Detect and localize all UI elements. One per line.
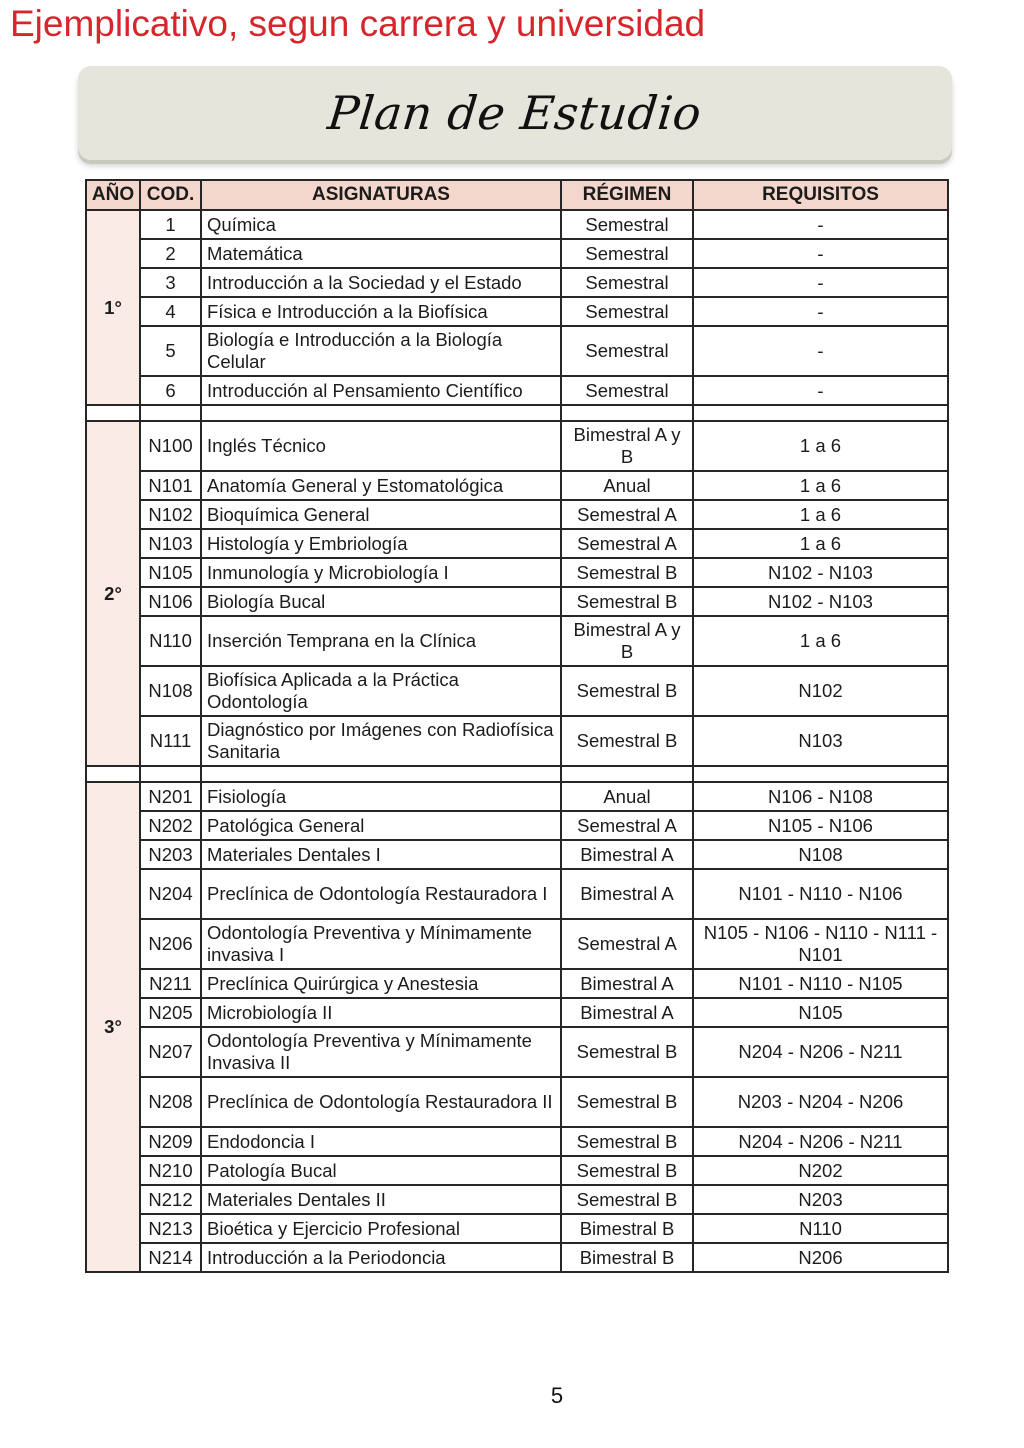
requirements-cell: N103 bbox=[693, 716, 948, 766]
subject-cell: Preclínica Quirúrgica y Anestesia bbox=[201, 969, 561, 998]
table-row bbox=[86, 1185, 948, 1214]
regime-cell: Semestral B bbox=[561, 666, 693, 716]
requirements-cell: 1 a 6 bbox=[693, 471, 948, 500]
table-row bbox=[86, 471, 948, 500]
regime-cell: Semestral bbox=[561, 268, 693, 297]
code-cell: N207 bbox=[140, 1027, 201, 1077]
subject-cell: Patología Bucal bbox=[201, 1156, 561, 1185]
table-row bbox=[86, 1127, 948, 1156]
code-cell: N101 bbox=[140, 471, 201, 500]
regime-cell: Semestral A bbox=[561, 811, 693, 840]
requirements-cell: N105 - N106 bbox=[693, 811, 948, 840]
subject-cell: Introducción a la Periodoncia bbox=[201, 1243, 561, 1272]
subject-cell: Inserción Temprana en la Clínica bbox=[201, 616, 561, 666]
table-row bbox=[86, 558, 948, 587]
code-cell: 6 bbox=[140, 376, 201, 405]
requirements-cell: 1 a 6 bbox=[693, 529, 948, 558]
table-row bbox=[86, 782, 948, 811]
table-row bbox=[86, 1027, 948, 1077]
requirements-cell: N202 bbox=[693, 1156, 948, 1185]
regime-cell: Semestral B bbox=[561, 1127, 693, 1156]
subject-cell: Odontología Preventiva y Mínimamente invasiva I bbox=[201, 919, 561, 969]
regime-cell: Semestral B bbox=[561, 558, 693, 587]
subject-cell: Bioética y Ejercicio Profesional bbox=[201, 1214, 561, 1243]
table-row bbox=[86, 616, 948, 666]
regime-cell: Semestral bbox=[561, 297, 693, 326]
requirements-cell: N106 - N108 bbox=[693, 782, 948, 811]
header-banner bbox=[78, 66, 952, 160]
separator-cell bbox=[201, 766, 561, 782]
subject-cell: Química bbox=[201, 210, 561, 239]
subject-cell: Microbiología II bbox=[201, 998, 561, 1027]
table-row bbox=[86, 500, 948, 529]
requirements-cell: 1 a 6 bbox=[693, 500, 948, 529]
table-row bbox=[86, 1243, 948, 1272]
code-cell: 3 bbox=[140, 268, 201, 297]
subject-cell: Preclínica de Odontología Restauradora II bbox=[201, 1077, 561, 1127]
subject-cell: Materiales Dentales I bbox=[201, 840, 561, 869]
requirements-cell: - bbox=[693, 210, 948, 239]
table-row bbox=[86, 210, 948, 239]
table-row bbox=[86, 919, 948, 969]
subject-cell: Histología y Embriología bbox=[201, 529, 561, 558]
requirements-cell: N101 - N110 - N105 bbox=[693, 969, 948, 998]
subject-cell: Diagnóstico por Imágenes con Radiofísica Sanitaria bbox=[201, 716, 561, 766]
code-cell: N212 bbox=[140, 1185, 201, 1214]
subject-cell: Materiales Dentales II bbox=[201, 1185, 561, 1214]
code-cell: N100 bbox=[140, 421, 201, 471]
requirements-cell: - bbox=[693, 268, 948, 297]
regime-cell: Semestral bbox=[561, 376, 693, 405]
code-cell: N205 bbox=[140, 998, 201, 1027]
code-cell: N106 bbox=[140, 587, 201, 616]
requirements-cell: N105 - N106 - N110 - N111 - N101 bbox=[693, 919, 948, 969]
code-cell: N206 bbox=[140, 919, 201, 969]
table-row bbox=[86, 666, 948, 716]
subject-cell: Odontología Preventiva y Mínimamente Invasiva II bbox=[201, 1027, 561, 1077]
code-cell: 4 bbox=[140, 297, 201, 326]
regime-cell: Semestral B bbox=[561, 1027, 693, 1077]
subject-cell: Biofísica Aplicada a la Práctica Odontología bbox=[201, 666, 561, 716]
table-row bbox=[86, 529, 948, 558]
table-row bbox=[86, 869, 948, 919]
year-cell: 3° bbox=[86, 782, 140, 1272]
header-subject: ASIGNATURAS bbox=[201, 180, 561, 210]
requirements-cell: N203 bbox=[693, 1185, 948, 1214]
regime-cell: Bimestral A y B bbox=[561, 616, 693, 666]
table-row bbox=[86, 268, 948, 297]
code-cell: N102 bbox=[140, 500, 201, 529]
separator-cell bbox=[693, 766, 948, 782]
separator-cell bbox=[561, 405, 693, 421]
code-cell: 2 bbox=[140, 239, 201, 268]
header-code: COD. bbox=[140, 180, 201, 210]
regime-cell: Semestral A bbox=[561, 919, 693, 969]
code-cell: N209 bbox=[140, 1127, 201, 1156]
regime-cell: Bimestral A y B bbox=[561, 421, 693, 471]
table-row bbox=[86, 998, 948, 1027]
subject-cell: Matemática bbox=[201, 239, 561, 268]
banner-title: Plan de Estudio bbox=[325, 86, 705, 140]
requirements-cell: N203 - N204 - N206 bbox=[693, 1077, 948, 1127]
code-cell: N210 bbox=[140, 1156, 201, 1185]
table-row bbox=[86, 1077, 948, 1127]
subject-cell: Biología e Introducción a la Biología Celular bbox=[201, 326, 561, 376]
code-cell: N105 bbox=[140, 558, 201, 587]
subject-cell: Introducción a la Sociedad y el Estado bbox=[201, 268, 561, 297]
year-separator bbox=[86, 405, 948, 421]
requirements-cell: 1 a 6 bbox=[693, 421, 948, 471]
code-cell: N213 bbox=[140, 1214, 201, 1243]
table-row bbox=[86, 811, 948, 840]
study-plan-table bbox=[85, 179, 949, 1273]
separator-cell bbox=[561, 766, 693, 782]
subject-cell: Física e Introducción a la Biofísica bbox=[201, 297, 561, 326]
requirements-cell: - bbox=[693, 376, 948, 405]
code-cell: N103 bbox=[140, 529, 201, 558]
requirements-cell: N110 bbox=[693, 1214, 948, 1243]
requirements-cell: N102 - N103 bbox=[693, 558, 948, 587]
subject-cell: Anatomía General y Estomatológica bbox=[201, 471, 561, 500]
overlay-note: Ejemplicativo, segun carrera y universidad bbox=[10, 3, 706, 44]
table-row bbox=[86, 1156, 948, 1185]
code-cell: N208 bbox=[140, 1077, 201, 1127]
year-separator bbox=[86, 766, 948, 782]
table-row bbox=[86, 239, 948, 268]
subject-cell: Patológica General bbox=[201, 811, 561, 840]
regime-cell: Semestral B bbox=[561, 1156, 693, 1185]
table-row bbox=[86, 421, 948, 471]
regime-cell: Anual bbox=[561, 782, 693, 811]
table-row bbox=[86, 297, 948, 326]
requirements-cell: - bbox=[693, 297, 948, 326]
regime-cell: Semestral A bbox=[561, 500, 693, 529]
subject-cell: Fisiología bbox=[201, 782, 561, 811]
table-row bbox=[86, 587, 948, 616]
code-cell: N110 bbox=[140, 616, 201, 666]
code-cell: N204 bbox=[140, 869, 201, 919]
regime-cell: Semestral bbox=[561, 326, 693, 376]
code-cell: 1 bbox=[140, 210, 201, 239]
regime-cell: Bimestral A bbox=[561, 869, 693, 919]
code-cell: N202 bbox=[140, 811, 201, 840]
code-cell: N111 bbox=[140, 716, 201, 766]
code-cell: N214 bbox=[140, 1243, 201, 1272]
table-header-row bbox=[86, 180, 948, 210]
requirements-cell: N102 bbox=[693, 666, 948, 716]
year-cell: 1° bbox=[86, 210, 140, 405]
subject-cell: Bioquímica General bbox=[201, 500, 561, 529]
table-row bbox=[86, 1214, 948, 1243]
requirements-cell: - bbox=[693, 239, 948, 268]
table-row bbox=[86, 840, 948, 869]
requirements-cell: N206 bbox=[693, 1243, 948, 1272]
requirements-cell: N108 bbox=[693, 840, 948, 869]
separator-cell bbox=[140, 766, 201, 782]
requirements-cell: N204 - N206 - N211 bbox=[693, 1027, 948, 1077]
subject-cell: Endodoncia I bbox=[201, 1127, 561, 1156]
regime-cell: Semestral A bbox=[561, 529, 693, 558]
regime-cell: Semestral bbox=[561, 210, 693, 239]
header-regime: RÉGIMEN bbox=[561, 180, 693, 210]
regime-cell: Semestral B bbox=[561, 587, 693, 616]
requirements-cell: N101 - N110 - N106 bbox=[693, 869, 948, 919]
subject-cell: Introducción al Pensamiento Científico bbox=[201, 376, 561, 405]
regime-cell: Bimestral A bbox=[561, 840, 693, 869]
code-cell: 5 bbox=[140, 326, 201, 376]
separator-cell bbox=[140, 405, 201, 421]
requirements-cell: 1 a 6 bbox=[693, 616, 948, 666]
header-year: AÑO bbox=[86, 180, 140, 210]
code-cell: N108 bbox=[140, 666, 201, 716]
regime-cell: Bimestral B bbox=[561, 1243, 693, 1272]
regime-cell: Semestral B bbox=[561, 716, 693, 766]
page-number: 5 bbox=[550, 1383, 564, 1408]
subject-cell: Biología Bucal bbox=[201, 587, 561, 616]
table-row bbox=[86, 376, 948, 405]
table-row bbox=[86, 969, 948, 998]
subject-cell: Inglés Técnico bbox=[201, 421, 561, 471]
regime-cell: Semestral B bbox=[561, 1077, 693, 1127]
code-cell: N211 bbox=[140, 969, 201, 998]
requirements-cell: N204 - N206 - N211 bbox=[693, 1127, 948, 1156]
regime-cell: Bimestral B bbox=[561, 1214, 693, 1243]
code-cell: N201 bbox=[140, 782, 201, 811]
separator-cell bbox=[201, 405, 561, 421]
separator-cell bbox=[693, 405, 948, 421]
separator-cell bbox=[86, 766, 140, 782]
year-cell: 2° bbox=[86, 421, 140, 766]
requirements-cell: N105 bbox=[693, 998, 948, 1027]
subject-cell: Preclínica de Odontología Restauradora I bbox=[201, 869, 561, 919]
header-requirements: REQUISITOS bbox=[693, 180, 948, 210]
table-row bbox=[86, 716, 948, 766]
regime-cell: Anual bbox=[561, 471, 693, 500]
table-body bbox=[86, 210, 948, 1272]
code-cell: N203 bbox=[140, 840, 201, 869]
separator-cell bbox=[86, 405, 140, 421]
regime-cell: Bimestral A bbox=[561, 969, 693, 998]
table-row bbox=[86, 326, 948, 376]
requirements-cell: N102 - N103 bbox=[693, 587, 948, 616]
regime-cell: Bimestral A bbox=[561, 998, 693, 1027]
subject-cell: Inmunología y Microbiología I bbox=[201, 558, 561, 587]
regime-cell: Semestral bbox=[561, 239, 693, 268]
requirements-cell: - bbox=[693, 326, 948, 376]
regime-cell: Semestral B bbox=[561, 1185, 693, 1214]
